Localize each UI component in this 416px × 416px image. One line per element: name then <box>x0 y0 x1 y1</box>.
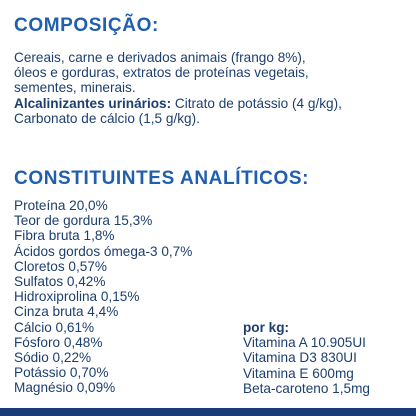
constituent-item: Magnésio 0,09% <box>14 380 116 396</box>
constituent-item: Fibra bruta 1,8% <box>14 228 115 244</box>
alkalizers-text: Citrato de potássio (4 g/kg), <box>171 95 342 111</box>
composition-heading: COMPOSIÇÃO: <box>14 15 159 36</box>
constituent-item: Hidroxiprolina 0,15% <box>14 289 140 305</box>
constituent-item: Ácidos gordos ómega-3 0,7% <box>14 243 193 259</box>
constituent-item: Teor de gordura 15,3% <box>14 213 153 229</box>
per-kg-item: Vitamina E 600mg <box>243 365 354 381</box>
constituent-item: Proteína 20,0% <box>14 198 108 213</box>
per-kg-item: Vitamina D3 830UI <box>243 350 357 366</box>
constituent-item: Potássio 0,70% <box>14 365 109 381</box>
bottom-color-bar <box>0 408 416 416</box>
per-kg-title: por kg: <box>243 320 290 335</box>
constituents-heading: CONSTITUINTES ANALÍTICOS: <box>14 168 310 189</box>
alkalizers-label: Alcalinizantes urinários: <box>14 95 172 111</box>
constituent-item: Cálcio 0,61% <box>14 319 95 335</box>
constituent-item: Sulfatos 0,42% <box>14 274 106 290</box>
constituent-item: Cinza bruta 4,4% <box>14 304 119 320</box>
constituents-list <box>14 198 192 396</box>
per-kg-item: Beta-caroteno 1,5mg <box>243 380 370 396</box>
composition-line: sementes, minerais. <box>14 80 136 96</box>
composition-line: Cereais, carne e derivados animais (frango 8%), <box>14 50 306 65</box>
per-kg-list <box>243 320 370 396</box>
constituent-item: Cloretos 0,57% <box>14 258 107 274</box>
constituent-item: Sódio 0,22% <box>14 350 92 366</box>
alkalizers-line <box>14 96 410 111</box>
composition-text <box>14 50 410 126</box>
constituent-item: Fósforo 0,48% <box>14 334 103 350</box>
per-kg-item: Vitamina A 10.905UI <box>243 335 366 351</box>
alkalizers-line-2: Carbonato de cálcio (1,5 g/kg). <box>14 110 200 126</box>
composition-line: óleos e gorduras, extratos de proteínas vegetais, <box>14 65 309 81</box>
